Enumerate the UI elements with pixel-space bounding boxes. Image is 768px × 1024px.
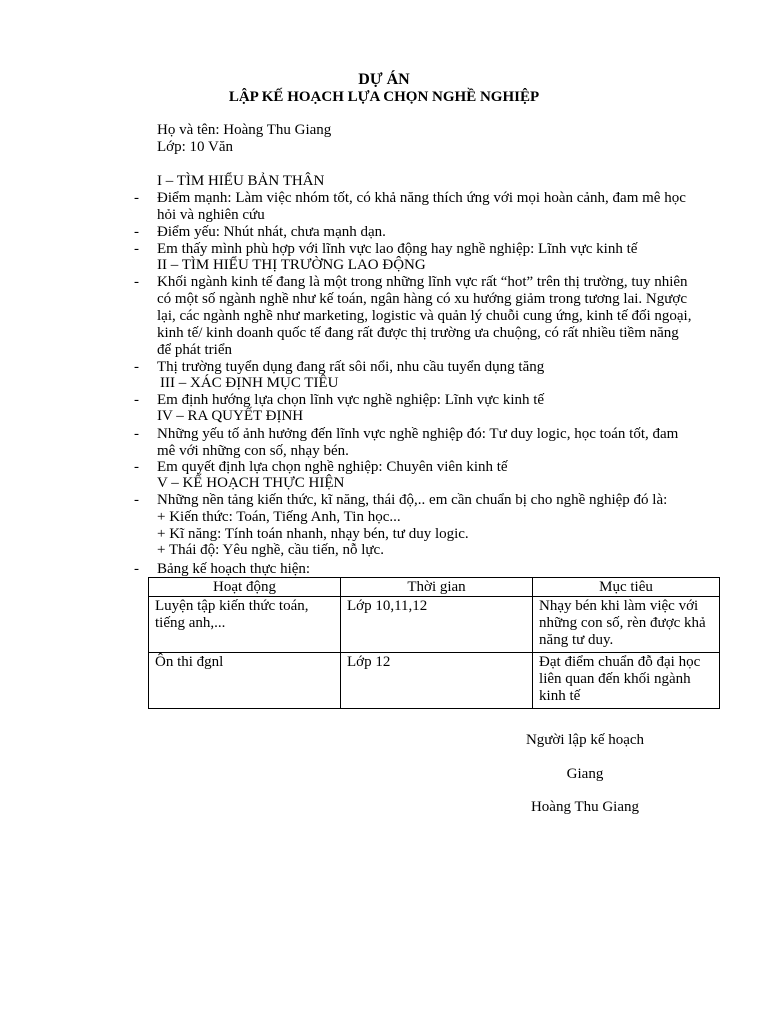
header-activity: Hoạt động xyxy=(149,578,341,597)
bullet-dash: - xyxy=(134,426,139,442)
header-time: Thời gian xyxy=(341,578,533,597)
cell-line: năng tư duy. xyxy=(539,632,614,648)
text-line: Những nền tảng kiến thức, kĩ năng, thái độ,.. em cần chuẩn bị cho nghề nghiệp đó là: xyxy=(157,492,668,508)
bullet-dash: - xyxy=(134,274,139,290)
cell-line: Nhạy bén khi làm việc với xyxy=(539,598,699,614)
text-line: Em định hướng lựa chọn lĩnh vực nghề nghiệp: Lĩnh vực kinh tế xyxy=(157,392,545,408)
table-header-row xyxy=(149,578,720,597)
text-line: Những yếu tố ảnh hưởng đến lĩnh vực nghề nghiệp đó: Tư duy logic, học toán tốt, đam xyxy=(157,426,679,442)
section-1-heading: I – TÌM HIỂU BẢN THÂN xyxy=(157,173,325,189)
signature-signed: Giang xyxy=(566,766,604,782)
plan-table xyxy=(148,577,720,709)
cell-line: Đạt điểm chuẩn đỗ đại học xyxy=(539,654,701,670)
section-4-heading: IV – RA QUYẾT ĐỊNH xyxy=(157,408,304,424)
cell-goal xyxy=(533,597,720,653)
student-name: Họ và tên: Hoàng Thu Giang xyxy=(157,122,332,138)
bullet-dash: - xyxy=(134,561,139,577)
text-line: hỏi và nghiên cứu xyxy=(157,207,265,223)
signature-role: Người lập kế hoạch xyxy=(525,732,645,748)
bullet-dash: - xyxy=(134,224,139,240)
cell-line: tiếng anh,... xyxy=(155,615,226,631)
text-line: kinh tế/ kinh doanh quốc tế đang rất được thị trường ưa chuộng, có rất nhiều tiềm năng xyxy=(157,325,679,341)
cell-time xyxy=(341,653,533,709)
bullet-dash: - xyxy=(134,359,139,375)
text-line: Em thấy mình phù hợp với lĩnh vực lao động hay nghề nghiệp: Lĩnh vực kinh tế xyxy=(157,241,638,257)
text-line: Điểm yếu: Nhút nhát, chưa mạnh dạn. xyxy=(157,224,386,240)
cell-line: Luyện tập kiến thức toán, xyxy=(155,598,309,614)
bullet-dash: - xyxy=(134,392,139,408)
student-class: Lớp: 10 Văn xyxy=(157,139,233,155)
cell-line: Lớp 10,11,12 xyxy=(347,598,428,614)
text-line: Khối ngành kinh tế đang là một trong những lĩnh vực rất “hot” trên thị trường, tuy nhiên xyxy=(157,274,688,290)
document-title: DỰ ÁN xyxy=(358,71,410,88)
cell-line: liên quan đến khối ngành xyxy=(539,671,691,687)
header-goal: Mục tiêu xyxy=(533,578,720,597)
table-row xyxy=(149,653,720,709)
document-subtitle: LẬP KẾ HOẠCH LỰA CHỌN NGHỀ NGHIỆP xyxy=(228,89,540,105)
cell-activity xyxy=(149,653,341,709)
bullet-dash: - xyxy=(134,492,139,508)
bullet-dash: - xyxy=(134,241,139,257)
cell-line: kinh tế xyxy=(539,688,581,704)
cell-time xyxy=(341,597,533,653)
text-line: để phát triển xyxy=(157,342,232,358)
section-3-heading: III – XÁC ĐỊNH MỤC TIÊU xyxy=(160,375,339,391)
sub-item-knowledge: + Kiến thức: Toán, Tiếng Anh, Tin học... xyxy=(157,509,401,525)
text-line: Thị trường tuyển dụng đang rất sôi nổi, nhu cầu tuyển dụng tăng xyxy=(157,359,545,375)
sub-item-attitude: + Thái độ: Yêu nghề, cầu tiến, nỗ lực. xyxy=(157,542,384,558)
signature-full-name: Hoàng Thu Giang xyxy=(530,799,640,815)
cell-activity xyxy=(149,597,341,653)
cell-line: Lớp 12 xyxy=(347,654,391,670)
text-line: lại, các ngành nghề như marketing, logistic và quản lý chuỗi cung ứng, kinh tế đối ngoại, xyxy=(157,308,692,324)
bullet-dash: - xyxy=(134,190,139,206)
text-line: Điểm mạnh: Làm việc nhóm tốt, có khả năng thích ứng với mọi hoàn cảnh, đam mê học xyxy=(157,190,686,206)
table-row xyxy=(149,597,720,653)
section-2-heading: II – TÌM HIỂU THỊ TRƯỜNG LAO ĐỘNG xyxy=(157,257,426,273)
section-5-heading: V – KẾ HOẠCH THỰC HIỆN xyxy=(157,475,345,491)
sub-item-skills: + Kĩ năng: Tính toán nhanh, nhạy bén, tư duy logic. xyxy=(157,526,469,542)
text-line: Bảng kế hoạch thực hiện: xyxy=(157,561,311,577)
text-line: có một số ngành nghề như kế toán, ngân hàng có xu hướng giảm trong tương lai. Ngược xyxy=(157,291,687,307)
bullet-dash: - xyxy=(134,459,139,475)
cell-line: Ôn thi đgnl xyxy=(155,654,224,670)
cell-line: những con số, rèn được khả xyxy=(539,615,706,631)
cell-goal xyxy=(533,653,720,709)
text-line: mê với những con số, nhạy bén. xyxy=(157,443,349,459)
text-line: Em quyết định lựa chọn nghề nghiệp: Chuyên viên kinh tế xyxy=(157,459,508,475)
